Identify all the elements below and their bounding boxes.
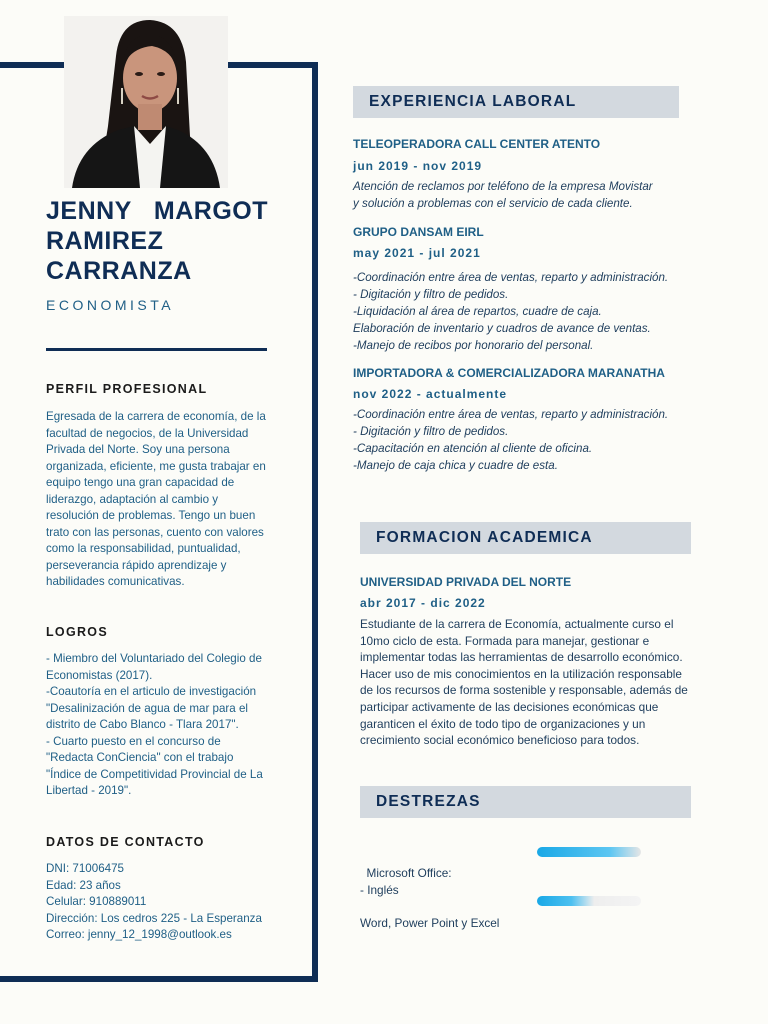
skill-english	[360, 882, 399, 899]
job-line: y solución a problemas con el servicio de cada cliente.	[353, 197, 633, 210]
experiencia-heading-label: EXPERIENCIA LABORAL	[369, 93, 577, 110]
job-title: IMPORTADORA & COMERCIALIZADORA MARANATHA	[353, 366, 665, 380]
name-surname-2: CARRANZA	[46, 257, 192, 285]
skill-name: Microsoft Office:	[360, 866, 452, 880]
perfil-heading: PERFIL PROFESIONAL	[46, 382, 208, 396]
skill-name: - Inglés	[360, 883, 399, 897]
job-line: Atención de reclamos por teléfono de la empresa Movistar	[353, 180, 653, 193]
contact-phone: Celular: 910889011	[46, 895, 147, 908]
institution-name: UNIVERSIDAD PRIVADA DEL NORTE	[360, 575, 572, 589]
job-description	[353, 178, 713, 212]
job-line: - Digitación y filtro de pedidos.	[353, 288, 509, 301]
job-dates: jun 2019 - nov 2019	[353, 159, 483, 173]
name-middle: MARGOT	[153, 197, 268, 225]
name-first: JENNY	[46, 197, 132, 225]
job-description	[353, 269, 713, 354]
job-title: GRUPO DANSAM EIRL	[353, 225, 484, 239]
study-dates: abr 2017 - dic 2022	[360, 596, 486, 610]
job-line: -Manejo de caja chica y cuadre de esta.	[353, 459, 558, 472]
destrezas-heading-label: DESTREZAS	[376, 793, 481, 810]
destrezas-heading	[360, 786, 691, 818]
name-divider	[46, 348, 267, 351]
contact-age: Edad: 23 años	[46, 878, 121, 892]
study-description: Estudiante de la carrera de Economía, actualmente curso el 10mo ciclo de esta. Formada para manejar, gestionar e implementar todas las herramientas de desarrollo económico. Hacer uso de mis conocimientos en la utilización responsable de los recursos de forma sostenible y responsable, además de participar activamente de las decisiones económicas que garanticen el éxito de todo tipo de organizaciones y un crecimiento social económico beneficioso para todos.	[360, 617, 688, 748]
skill-detail: Word, Power Point y Excel	[360, 915, 500, 930]
job-line: -Coordinación entre área de ventas, reparto y administración.	[353, 271, 669, 284]
job-dates: nov 2022 - actualmente	[353, 387, 508, 401]
candidate-name	[46, 196, 268, 286]
formacion-heading-label: FORMACION ACADEMICA	[376, 529, 593, 546]
contact-list	[46, 861, 271, 944]
job-line: Elaboración de inventario y cuadros de avance de ventas.	[353, 322, 651, 335]
contact-dni: DNI: 71006475	[46, 862, 124, 875]
contact-email: Correo: jenny_12_1998@outlook.es	[46, 928, 232, 941]
perfil-text: Egresada de la carrera de economía, de la facultad de negocios, de la Universidad Privada del Norte. Soy una persona organizada, eficiente, me gusta trabajar en equipo tengo una gran capacidad de liderazgo, adaptación al cambio y resolución de problemas. Tengo un buen trato con las personas, cuento con valores como la responsabilidad, puntualidad, perseverancia rápido aprendizaje y habilidades comunicativas.	[46, 410, 266, 588]
job-line: - Digitación y filtro de pedidos.	[353, 425, 509, 438]
job-line: -Capacitación en atención al cliente de oficina.	[353, 442, 593, 455]
job-line: -Liquidación al área de repartos, cuadre de caja.	[353, 305, 602, 318]
logro-item: -Coautoría en el articulo de investigación "Desalinización de agua de mar para el distrito de Cabo Blanco - Tlara 2017".	[46, 685, 257, 731]
profile-photo	[64, 16, 228, 188]
logros-heading: LOGROS	[46, 625, 108, 639]
contacto-heading: DATOS DE CONTACTO	[46, 835, 205, 849]
skill-level-bar	[537, 847, 641, 857]
job-dates: may 2021 - jul 2021	[353, 246, 481, 260]
job-line: -Manejo de recibos por honorario del personal.	[353, 339, 594, 352]
logro-item: - Cuarto puesto en el concurso de "Redacta ConCiencia" con el trabajo "Índice de Competitividad Provincial de La Libertad - 2019".	[46, 734, 263, 797]
job-line: -Coordinación entre área de ventas, reparto y administración.	[353, 408, 669, 421]
logros-list	[46, 651, 271, 800]
job-role: ECONOMISTA	[46, 297, 175, 313]
formacion-heading	[360, 522, 691, 554]
skill-level-bar	[537, 896, 641, 906]
experiencia-heading	[353, 86, 679, 118]
contact-address: Dirección: Los cedros 225 - La Esperanza	[46, 911, 262, 925]
name-surname-1: RAMIREZ	[46, 227, 164, 255]
job-description	[353, 406, 713, 474]
job-title: TELEOPERADORA CALL CENTER ATENTO	[353, 137, 601, 151]
logro-item: - Miembro del Voluntariado del Colegio de Economistas (2017).	[46, 652, 262, 682]
